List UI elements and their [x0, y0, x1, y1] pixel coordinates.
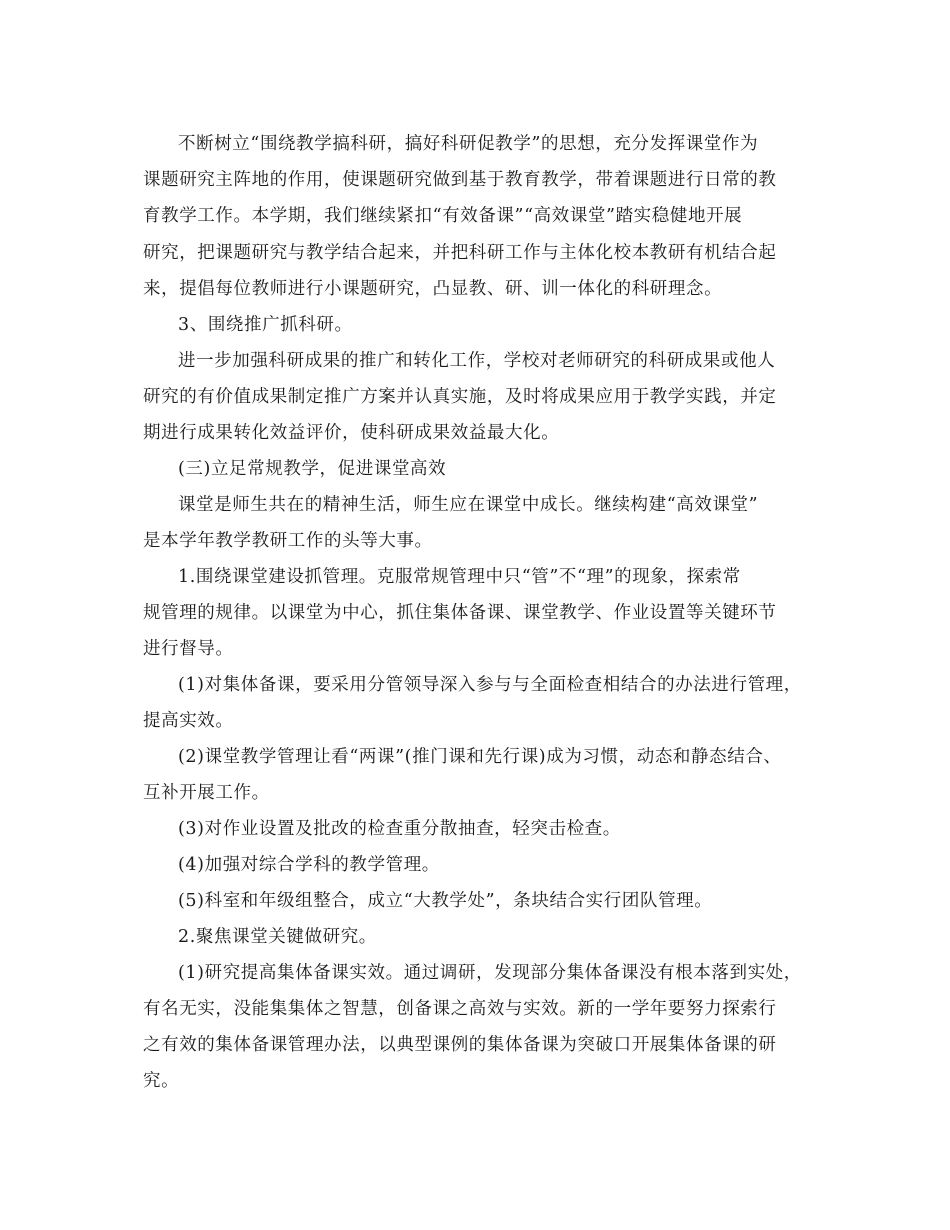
list-item-line: (3)对作业设置及批改的检查重分散抽查，轻突击检查。: [178, 819, 621, 839]
paragraph-line: 课题研究主阵地的作用，使课题研究做到基于教育教学，带着课题进行日常的教: [143, 170, 777, 190]
paragraph-line: 育教学工作。本学期，我们继续紧扣“有效备课”“高效课堂”踏实稳健地开展: [143, 206, 743, 226]
paragraph-line: 研究，把课题研究与教学结合起来，并把科研工作与主体化校本教研有机结合起: [143, 243, 777, 263]
list-item-line: 究。: [143, 1071, 180, 1091]
list-item-line: 互补开展工作。: [143, 783, 270, 803]
paragraph-line: 进一步加强科研成果的推广和转化工作，学校对老师研究的科研成果或他人: [178, 351, 776, 371]
list-item-line: (1)研究提高集体备课实效。通过调研，发现部分集体备课没有根本落到实处，: [178, 963, 802, 983]
list-item-line: 提高实效。: [143, 711, 234, 731]
paragraph-line: 是本学年教学教研工作的头等大事。: [143, 531, 433, 551]
list-item-line: (2)课堂教学管理让看“两课”(推门课和先行课)成为习惯，动态和静态结合、: [178, 747, 782, 767]
paragraph-line: 研究的有价值成果制定推广方案并认真实施，及时将成果应用于教学实践，并定: [143, 387, 777, 407]
section-heading: (三)立足常规教学，促进课堂高效: [178, 459, 447, 479]
section-heading: 3、围绕推广抓科研。: [178, 315, 353, 335]
paragraph-line: 课堂是师生共在的精神生活，师生应在课堂中成长。继续构建“高效课堂”: [178, 495, 759, 515]
list-item-line: 有名无实，没能集集体之智慧，创备课之高效与实效。新的一学年要努力探索行: [143, 999, 777, 1019]
list-item-line: (4)加强对综合学科的教学管理。: [178, 855, 440, 875]
list-item-line: (1)对集体备课，要采用分管领导深入参与与全面检查相结合的办法进行管理，: [178, 675, 802, 695]
paragraph-line: 1.围绕课堂建设抓管理。克服常规管理中只“管”不“理”的现象，探索常: [178, 567, 741, 587]
paragraph-line: 进行督导。: [143, 639, 234, 659]
paragraph-line: 不断树立“围绕教学搞科研，搞好科研促教学”的思想，充分发挥课堂作为: [178, 134, 759, 154]
paragraph-line: 规管理的规律。以课堂为中心，抓住集体备课、课堂教学、作业设置等关键环节: [143, 603, 777, 623]
section-heading: 2.聚焦课堂关键做研究。: [178, 927, 377, 947]
paragraph-line: 期进行成果转化效益评价，使科研成果效益最大化。: [143, 423, 560, 443]
list-item-line: (5)科室和年级组整合，成立“大教学处”，条块结合实行团队管理。: [178, 891, 713, 911]
paragraph-line: 来，提倡每位教师进行小课题研究，凸显教、研、训一体化的科研理念。: [143, 279, 723, 299]
list-item-line: 之有效的集体备课管理办法，以典型课例的集体备课为突破口开展集体备课的研: [143, 1035, 777, 1055]
